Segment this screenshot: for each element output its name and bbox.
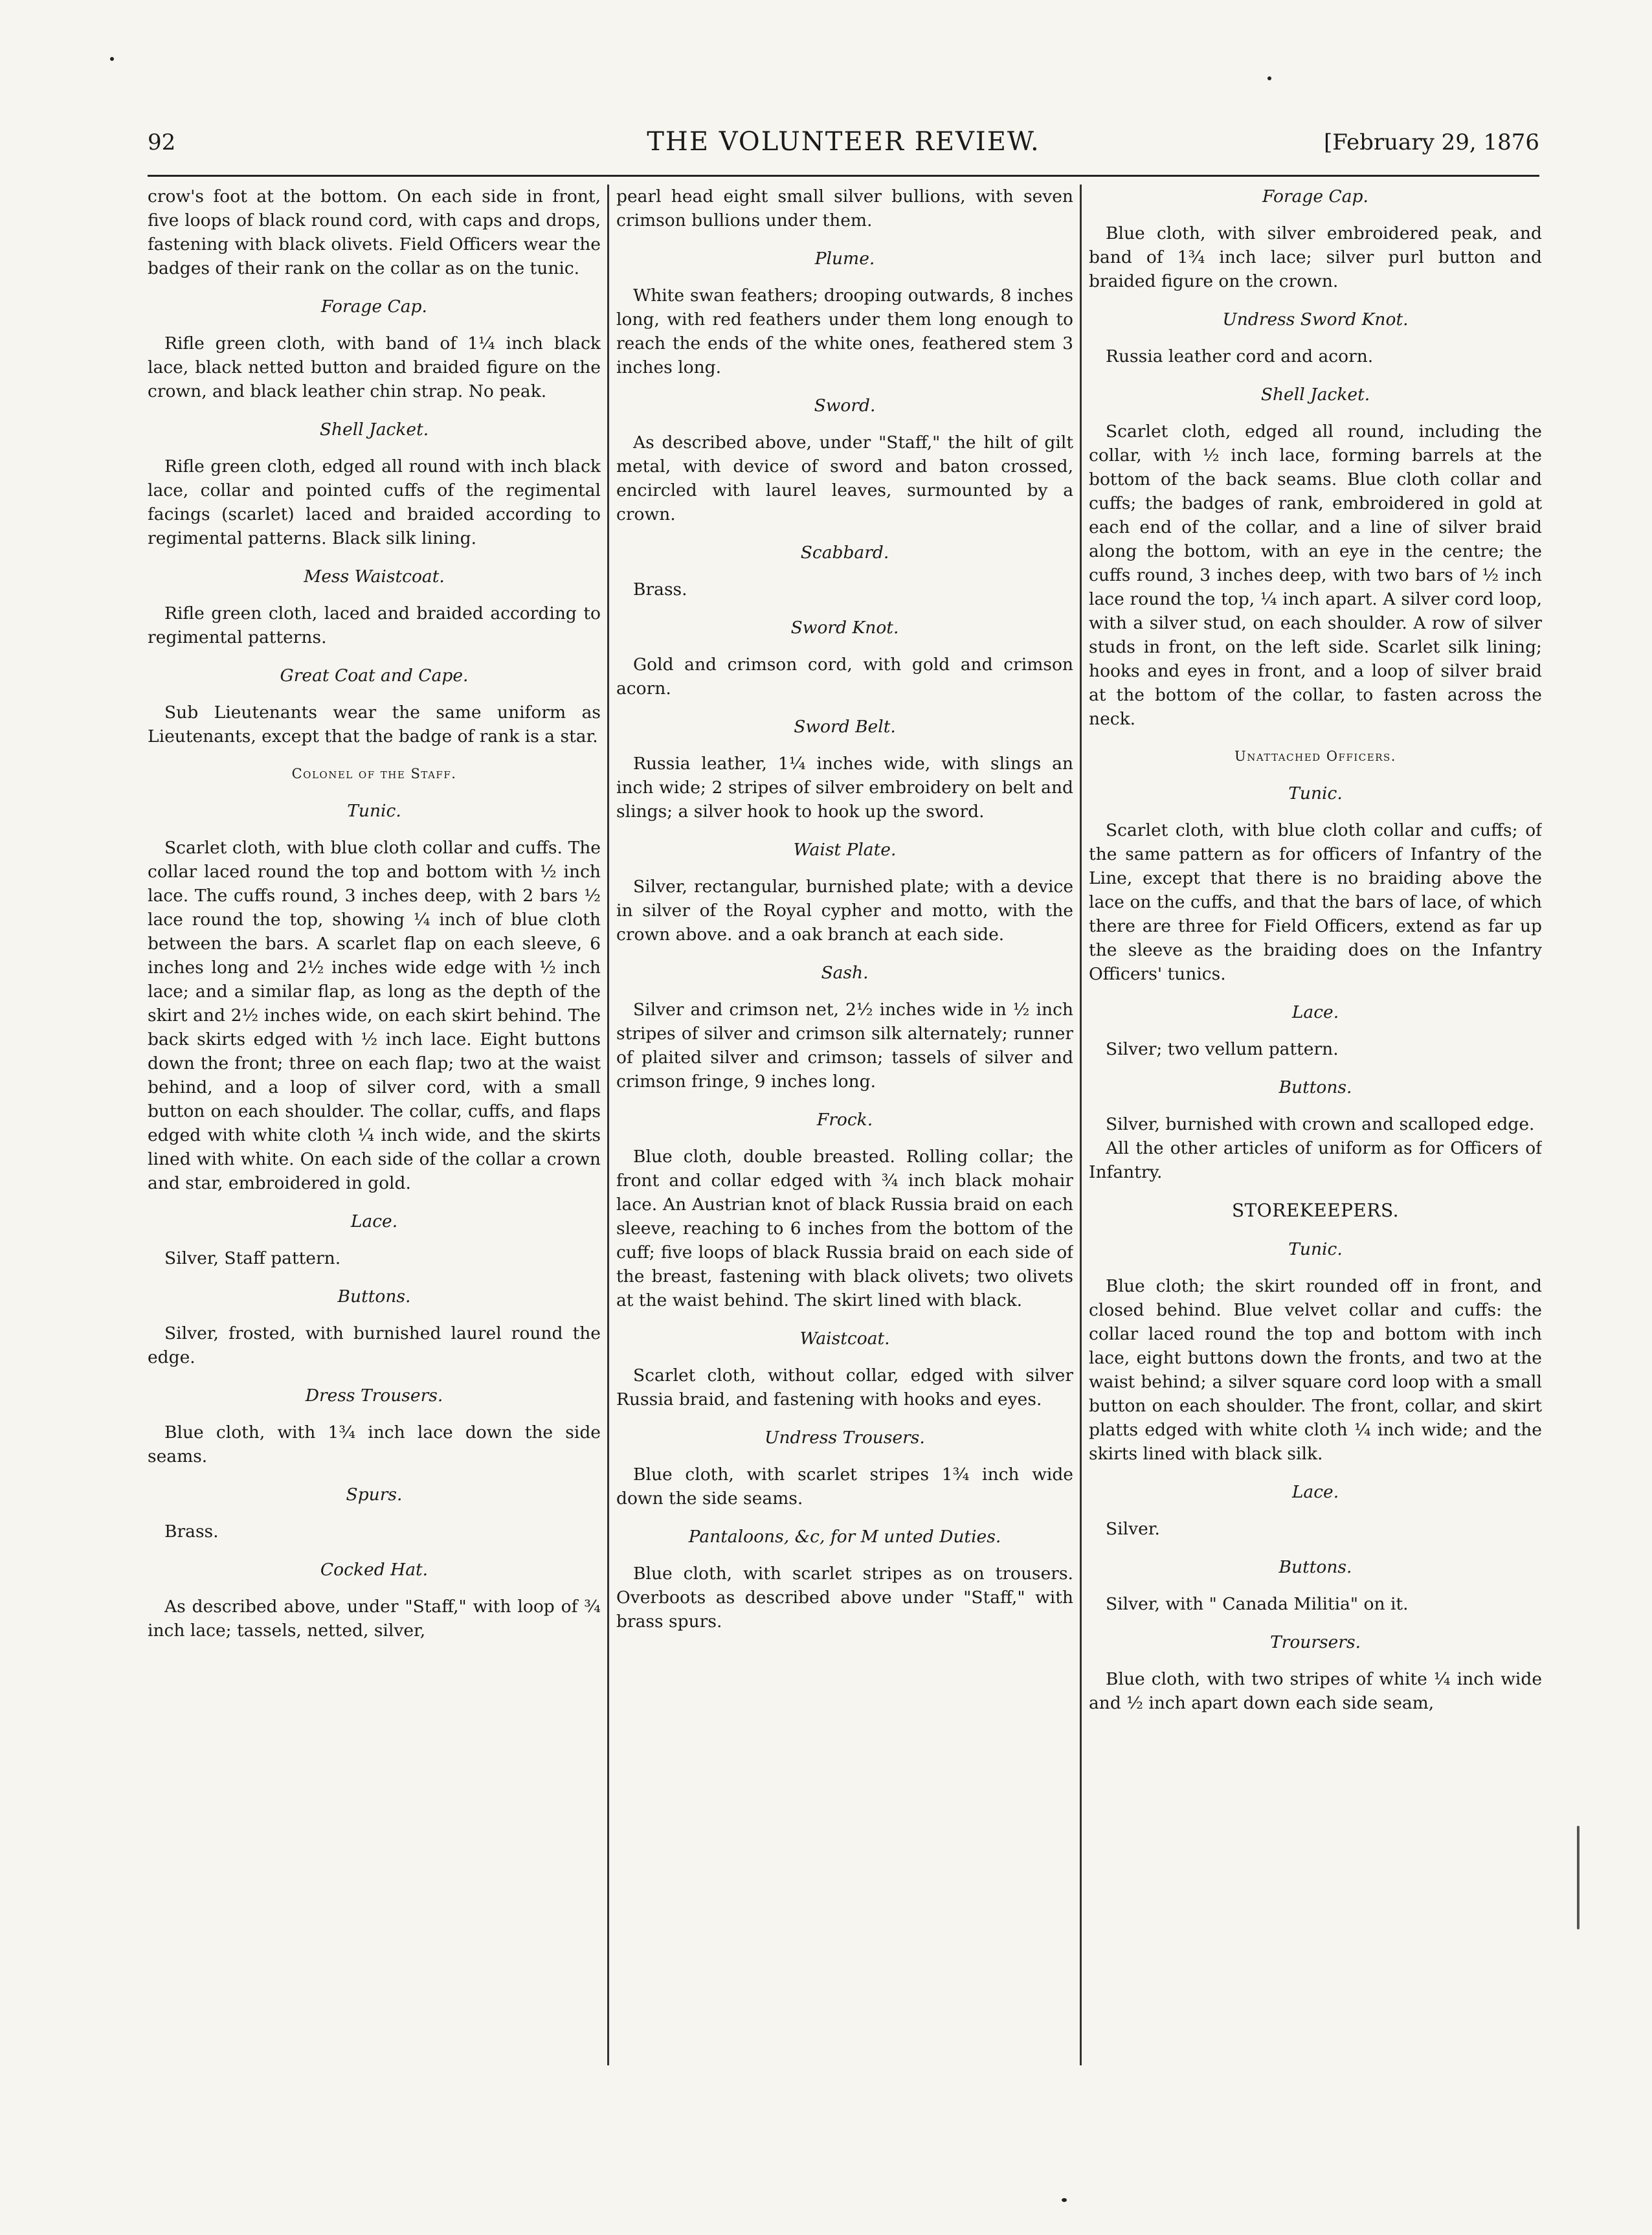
paragraph: Silver, rectangular, burnished plate; with a device in silver of the Royal cypher and motto, with the crown above. and a oak branch at each side. [616,877,1073,945]
column-divider-2 [1080,185,1082,2065]
section-heading: Waist Plate. [793,840,897,860]
section-heading: Undress Sword Knot. [1222,309,1409,330]
paragraph: crow's foot at the bottom. On each side in front, five loops of black round cord, with caps and drops, fastening with black olivets. Field Officers wear the badges of their rank on the collar as on the tunic. [148,186,601,278]
column-divider-1 [607,185,609,2065]
paragraph: Scarlet cloth, with blue cloth collar and cuffs. The collar laced round the top and bottom with ½ inch lace. The cuffs round, 3 inches deep, with 2 bars ½ lace round the top, showing ¼ inch of blue cloth between the bars. A scarlet flap on each sleeve, 6 inches long and 2½ inches wide edge with ½ inch lace; and a similar flap, as long as the depth of the skirt and 2½ inches wide, on each skirt behind. The back skirts edged with ½ inch lace. Eight buttons down the front; three on each flap; two at the waist behind, and a loop of silver cord, with a small button on each shoulder. The collar, cuffs, and flaps edged with white cloth ¼ inch wide, and the skirts lined with white. On each side of the collar a crown and star, embroidered in gold. [148,838,601,1193]
section-heading: Spurs. [346,1485,403,1505]
page-header [148,127,1539,166]
paragraph: Silver and crimson net, 2½ inches wide in ½ inch stripes of silver and crimson silk alternately; runner of plaited silver and crimson; tassels of silver and crimson fringe, 9 inches long. [616,1000,1073,1092]
paragraph: Sub Lieutenants wear the same uniform as Lieutenants, except that the badge of rank is a star. [148,702,601,747]
column-2 [616,185,1073,2067]
paragraph: As described above, under "Staff," the hilt of gilt metal, with device of sword and baton crossed, encircled with laurel leaves, surmounted by a crown. [616,432,1073,524]
paragraph: Blue cloth, with scarlet stripes 1¾ inch wide down the side seams. [616,1465,1073,1509]
issue-date: [February 29, 1876 [1324,129,1539,155]
paragraph: Brass. [164,1522,219,1542]
section-heading: Sword Knot. [790,618,899,638]
section-heading: Cocked Hat. [320,1560,429,1580]
section-heading: Great Coat and Cape. [280,666,469,686]
paragraph: Scarlet cloth, edged all round, including the collar, with ½ inch lace, forming barrels at the bottom of the back seams. Blue cloth collar and cuffs; the badges of rank, embroidered in gold at each end of the collar, and a line of silver braid along the bottom, with an eye in the centre; the cuffs round, 3 inches deep, with two bars of ½ inch lace round the top, ¼ inch apart. A silver cord loop, with a silver stud, on each shoulder. A row of silver studs in front, on the left side. Scarlet silk lining; hooks and eyes in front, and a loop of silver braid at the bottom of the collar, to fasten across the neck. [1089,421,1542,729]
paragraph: Blue cloth; the skirt rounded off in front, and closed behind. Blue velvet collar and cuffs: the collar laced round the top and bottom with inch lace, eight buttons down the fronts, and two at the waist behind; a silver square cord loop with a small button on each shoulder. The front, collar, and skirt platts edged with white cloth ¼ inch wide; and the skirts lined with black silk. [1089,1276,1542,1464]
section-heading: Undress Trousers. [765,1428,925,1448]
section-heading: Lace. [350,1211,398,1231]
paragraph: Silver, with " Canada Militia" on it. [1106,1594,1409,1614]
section-heading: Tunic. [1288,783,1343,803]
paragraph: Rifle green cloth, edged all round with inch black lace, collar and pointed cuffs of the regimental facings (scarlet) laced and braided according to regimental patterns. Black silk lining. [148,456,601,548]
section-heading: Buttons. [1278,1077,1352,1097]
section-heading: Waistcoat. [799,1329,890,1349]
scan-speck [1062,2198,1067,2202]
paragraph: Blue cloth, with 1¾ inch lace down the side seams. [148,1422,601,1466]
paragraph: Russia leather, 1¼ inches wide, with slings an inch wide; 2 stripes of silver embroidery on belt and slings; a silver hook to hook up the sword. [616,754,1073,822]
section-heading: Troursers. [1269,1632,1361,1652]
paragraph: Silver, burnished with crown and scalloped edge. [1106,1114,1535,1134]
paragraph: Scarlet cloth, with blue cloth collar and cuffs; of the same pattern as for officers of Infantry of the Line, except that there is no braiding above the lace on the cuffs, and that the bars of lace, of which there are three for Field Officers, extend as far up the sleeve as the braiding does on the Infantry Officers' tunics. [1089,820,1542,984]
section-heading: Sword Belt. [794,717,896,737]
paragraph: pearl head eight small silver bullions, with seven crimson bullions under them. [616,186,1073,230]
paragraph: Blue cloth, double breasted. Rolling collar; the front and collar edged with ¾ inch black mohair lace. An Austrian knot of black Russia braid on each sleeve, reaching to 6 inches from the bottom of the cuff; five loops of black Russia braid on each side of the breast, fastening with black olivets; two olivets at the waist behind. The skirt lined with black. [616,1147,1073,1310]
scan-speck [110,57,114,61]
paragraph: Rifle green cloth, with band of 1¼ inch black lace, black netted button and braided figure on the crown, and black leather chin strap. No peak. [148,333,601,401]
subsection-title: Unattached Officers. [1234,748,1396,764]
page-number: 92 [148,129,176,155]
paragraph: Silver. [1106,1519,1160,1539]
section-heading: Plume. [814,249,875,269]
paragraph: As described above, under "Staff," with loop of ¾ inch lace; tassels, netted, silver, [148,1597,601,1641]
section-heading: Lace. [1291,1482,1339,1502]
section-heading: Pantaloons, &c, for M unted Duties. [688,1527,1001,1547]
section-heading: Scabbard. [800,543,889,563]
paragraph: Blue cloth, with silver embroidered peak, and band of 1¾ inch lace; silver purl button and braided figure on the crown. [1089,223,1542,291]
section-heading: Forage Cap. [321,297,427,317]
section-heading: Sash. [821,963,869,983]
paragraph: Blue cloth, with two stripes of white ¼ inch wide and ½ inch apart down each side seam, [1089,1669,1542,1713]
paragraph: Gold and crimson cord, with gold and crimson acorn. [616,655,1073,699]
section-heading: Frock. [816,1110,873,1130]
scan-edge-mark [1577,1826,1579,1929]
section-heading: Shell Jacket. [1260,385,1370,405]
paragraph: White swan feathers; drooping outwards, 8 inches long, with red feathers under them long enough to reach the ends of the white ones, feathered stem 3 inches long. [616,286,1073,377]
section-heading: Dress Trousers. [305,1386,443,1406]
paragraph: All the other articles of uniform as for Officers of Infantry. [1089,1138,1542,1182]
section-heading: Forage Cap. [1262,186,1368,207]
paragraph: Brass. [633,579,687,600]
paragraph: Rifle green cloth, laced and braided according to regimental patterns. [148,603,601,647]
section-title: STOREKEEPERS. [1231,1200,1400,1221]
column-1 [148,185,601,2067]
section-heading: Buttons. [1278,1557,1352,1577]
section-heading: Buttons. [337,1286,411,1307]
section-heading: Tunic. [1288,1239,1343,1259]
section-heading: Mess Waistcoat. [304,567,445,587]
paragraph: Blue cloth, with scarlet stripes as on trousers. Overboots as described above under "Staff," with brass spurs. [616,1564,1073,1632]
paragraph: Russia leather cord and acorn. [1106,346,1374,366]
subsection-title: Colonel of the Staff. [291,766,457,781]
scan-speck [1267,76,1271,80]
paragraph: Silver, Staff pattern. [164,1248,341,1268]
header-rule [148,175,1539,177]
paragraph: Silver; two vellum pattern. [1106,1039,1339,1059]
paragraph: Silver, frosted, with burnished laurel round the edge. [148,1323,601,1367]
section-heading: Shell Jacket. [319,420,429,440]
section-heading: Tunic. [347,801,401,821]
section-heading: Lace. [1291,1002,1339,1022]
section-heading: Sword. [814,396,876,416]
column-3 [1089,185,1542,2067]
paragraph: Scarlet cloth, without collar, edged with silver Russia braid, and fastening with hooks and eyes. [616,1365,1073,1410]
publication-title: THE VOLUNTEER REVIEW. [647,127,1040,157]
